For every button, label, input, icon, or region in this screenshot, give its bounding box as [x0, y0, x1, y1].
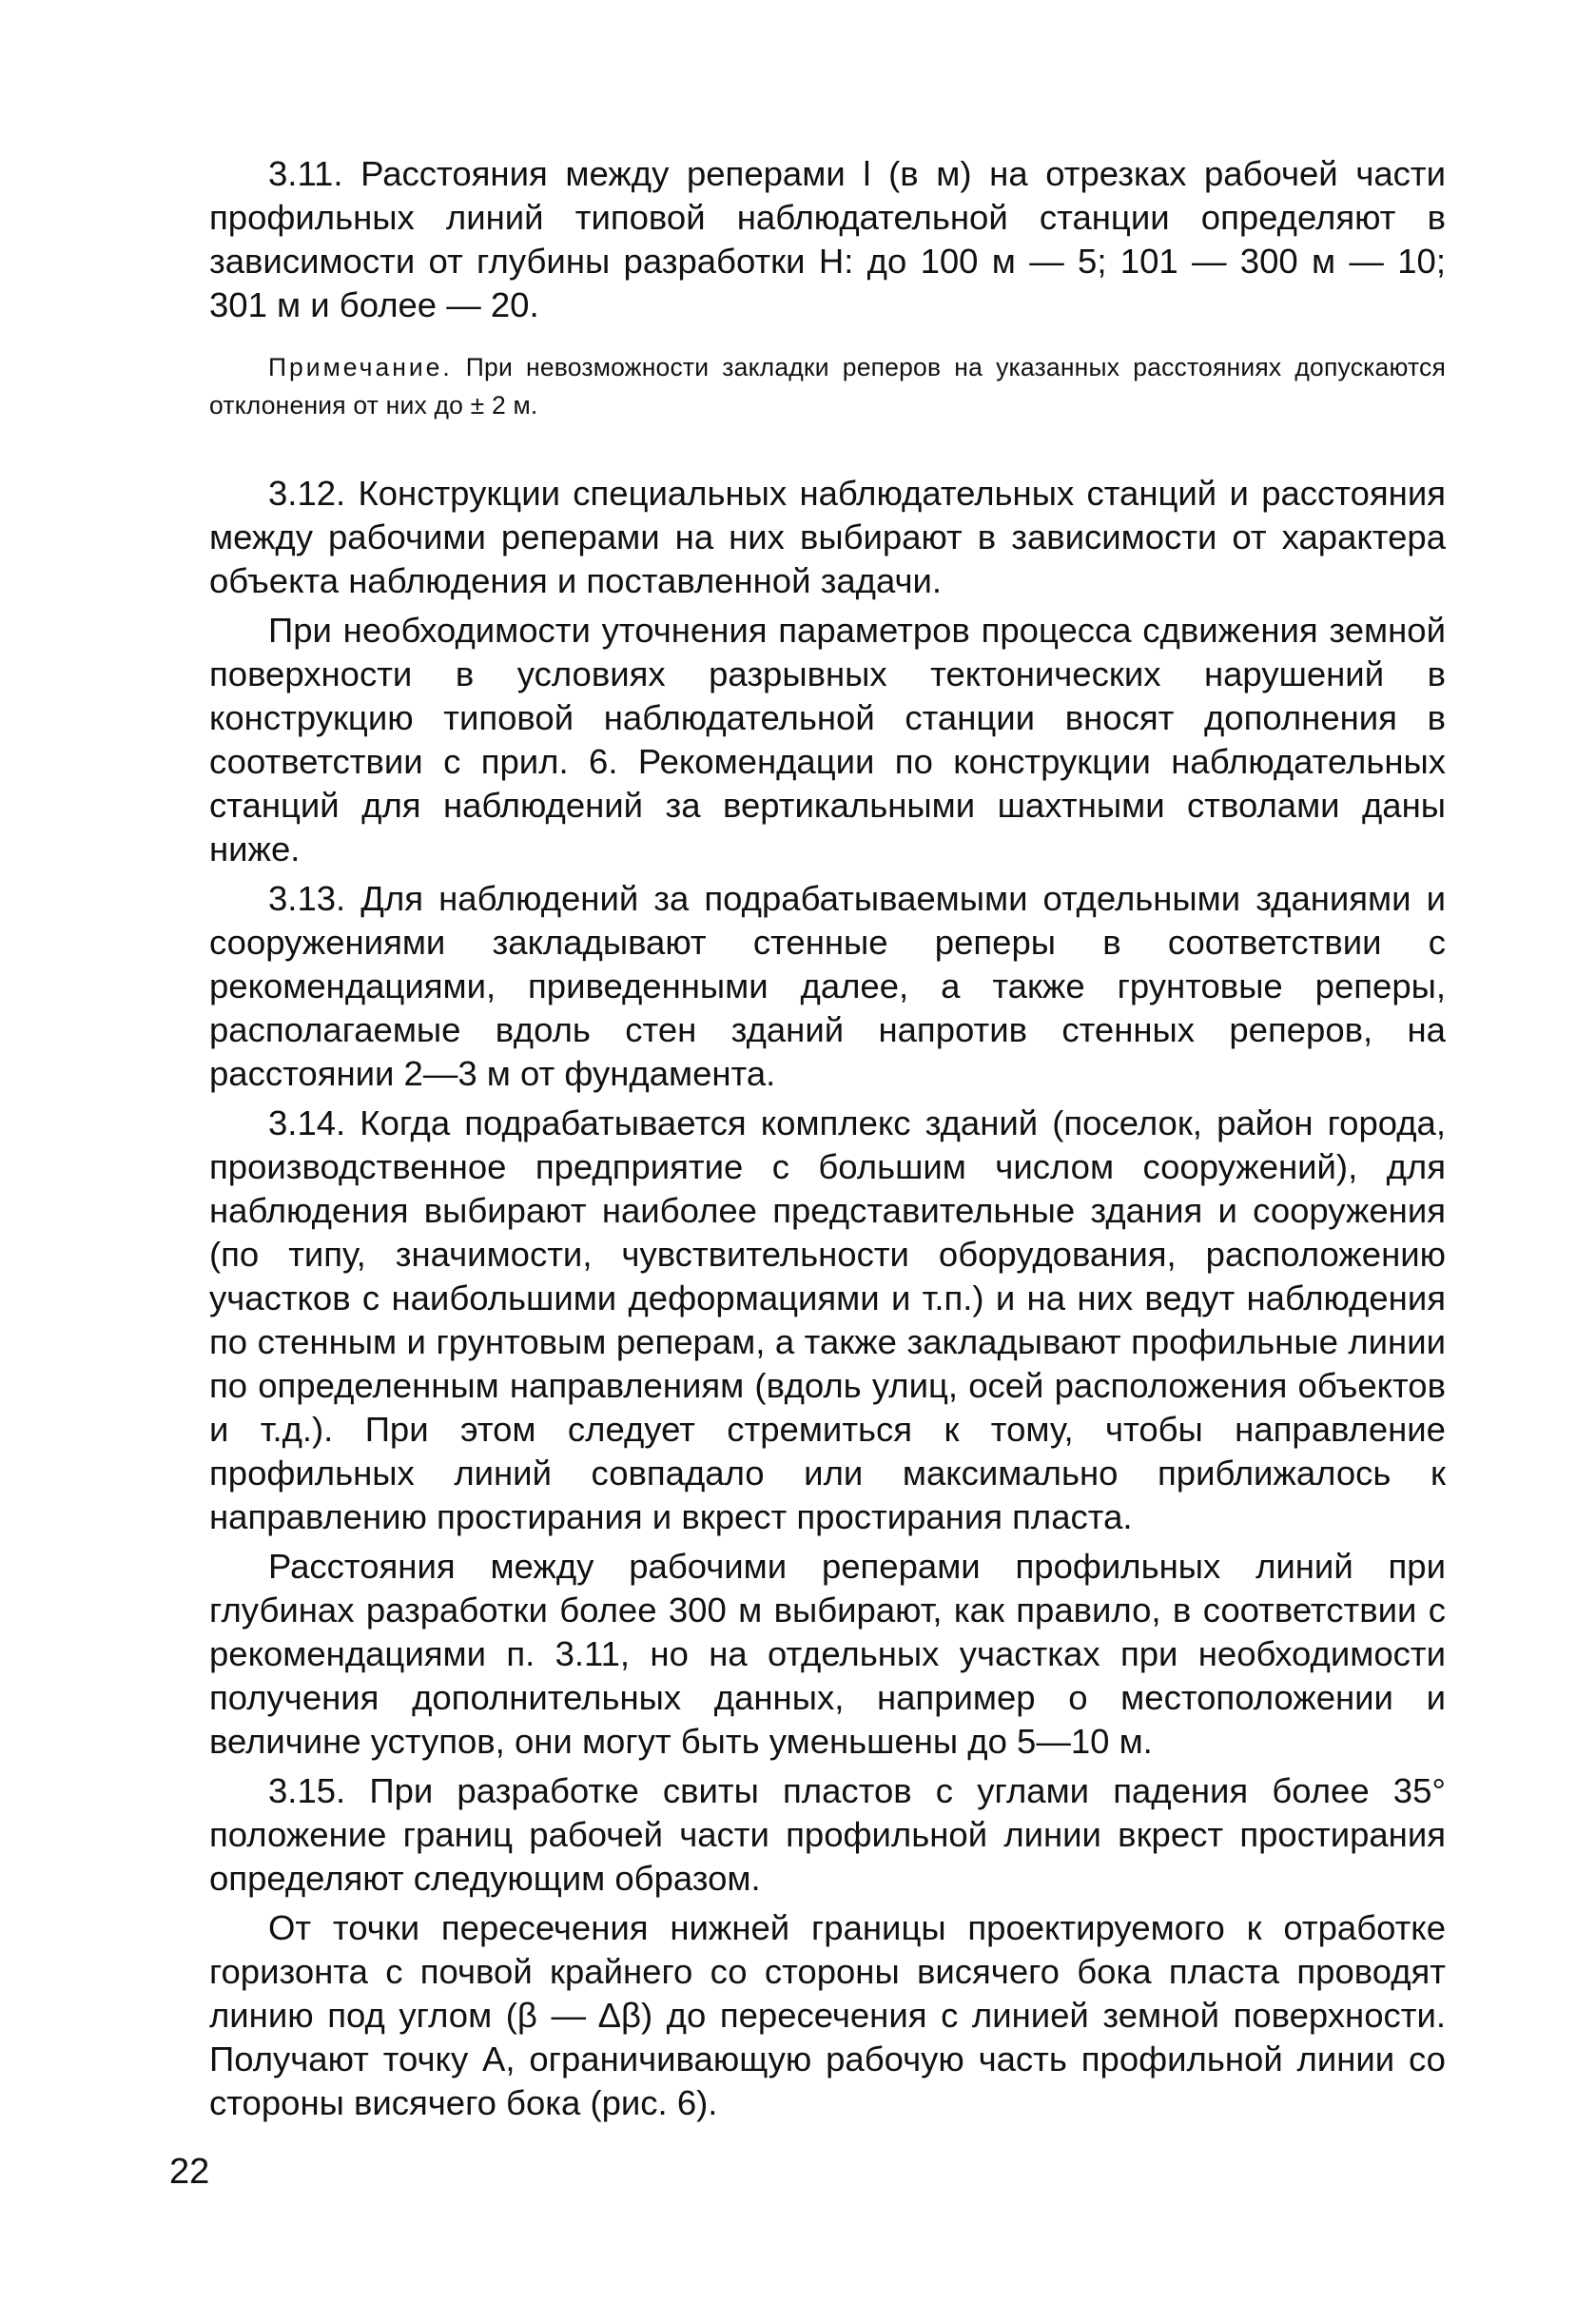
paragraph-3-12-continued: При необходимости уточнения параметров процесса сдвижения земной поверхности в условиях разрывных тектонических нарушений в конструкцию типовой наблюдательной станции вносят дополнения в соответствии с прил. 6. Рекомендации по конструкции наблюдательных станций для наблюдений за вертикальными шахтными стволами даны ниже.	[209, 611, 1446, 869]
note-text: При невозможности закладки реперов на указанных расстояниях допускаются отклонения от них до ± 2 м.	[209, 353, 1446, 420]
paragraph-3-14-continued: Расстояния между рабочими реперами профильных линий при глубинах разработки более 300 м выбирают, как правило, в соответствии с рекомендациями п. 3.11, но на отдельных участках при необходимости получения дополнительных данных, например о местоположении и величине уступов, они могут быть уменьшены до 5—10 м.	[209, 1547, 1446, 1761]
paragraph-3-12: 3.12. Конструкции специальных наблюдательных станций и расстояния между рабочими реперами на них выбирают в зависимости от характера объекта наблюдения и поставленной задачи.	[209, 474, 1446, 600]
page-number: 22	[169, 2152, 210, 2192]
note-paragraph	[209, 348, 1446, 424]
paragraph-3-11: 3.11. Расстояния между реперами l (в м) на отрезках рабочей части профильных линий типовой наблюдательной станции определяют в зависимости от глубины разработки H: до 100 м — 5; 101 — 300 м — 10; 301 м и более — 20.	[209, 154, 1446, 324]
note-label: Примечание.	[268, 353, 453, 381]
paragraph-3-15: 3.15. При разработке свиты пластов с углами падения более 35° положение границ рабочей части профильной линии вкрест простирания определяют следующим образом.	[209, 1771, 1446, 1898]
paragraph-3-14: 3.14. Когда подрабатывается комплекс зданий (поселок, район города, производственное предприятие с большим числом сооружений), для наблюдения выбирают наиболее представительные здания и сооружения (по типу, значимости, чувствительности оборудования, расположению участков с наибольшими деформациями и т.п.) и на них ведут наблюдения по стенным и грунтовым реперам, а также закладывают профильные линии по определенным направлениям (вдоль улиц, осей расположения объектов и т.д.). При этом следует стремиться к тому, чтобы направление профильных линий совпадало или максимально приближалось к направлению простирания и вкрест простирания пласта.	[209, 1103, 1446, 1536]
paragraph-3-15-continued: От точки пересечения нижней границы проектируемого к отработке горизонта с почвой крайнего со стороны висячего бока пласта проводят линию под углом (β — Δβ) до пересечения с линией земной поверхности. Получают точку A, ограничивающую рабочую часть профильной линии со стороны висячего бока (рис. 6).	[209, 1908, 1446, 2122]
document-body	[209, 152, 1446, 2125]
paragraph-3-13: 3.13. Для наблюдений за подрабатываемыми отдельными зданиями и сооружениями закладывают стенные реперы в соответствии с рекомендациями, приведенными далее, а также грунтовые реперы, располагаемые вдоль стен зданий напротив стенных реперов, на расстоянии 2—3 м от фундамента.	[209, 879, 1446, 1093]
